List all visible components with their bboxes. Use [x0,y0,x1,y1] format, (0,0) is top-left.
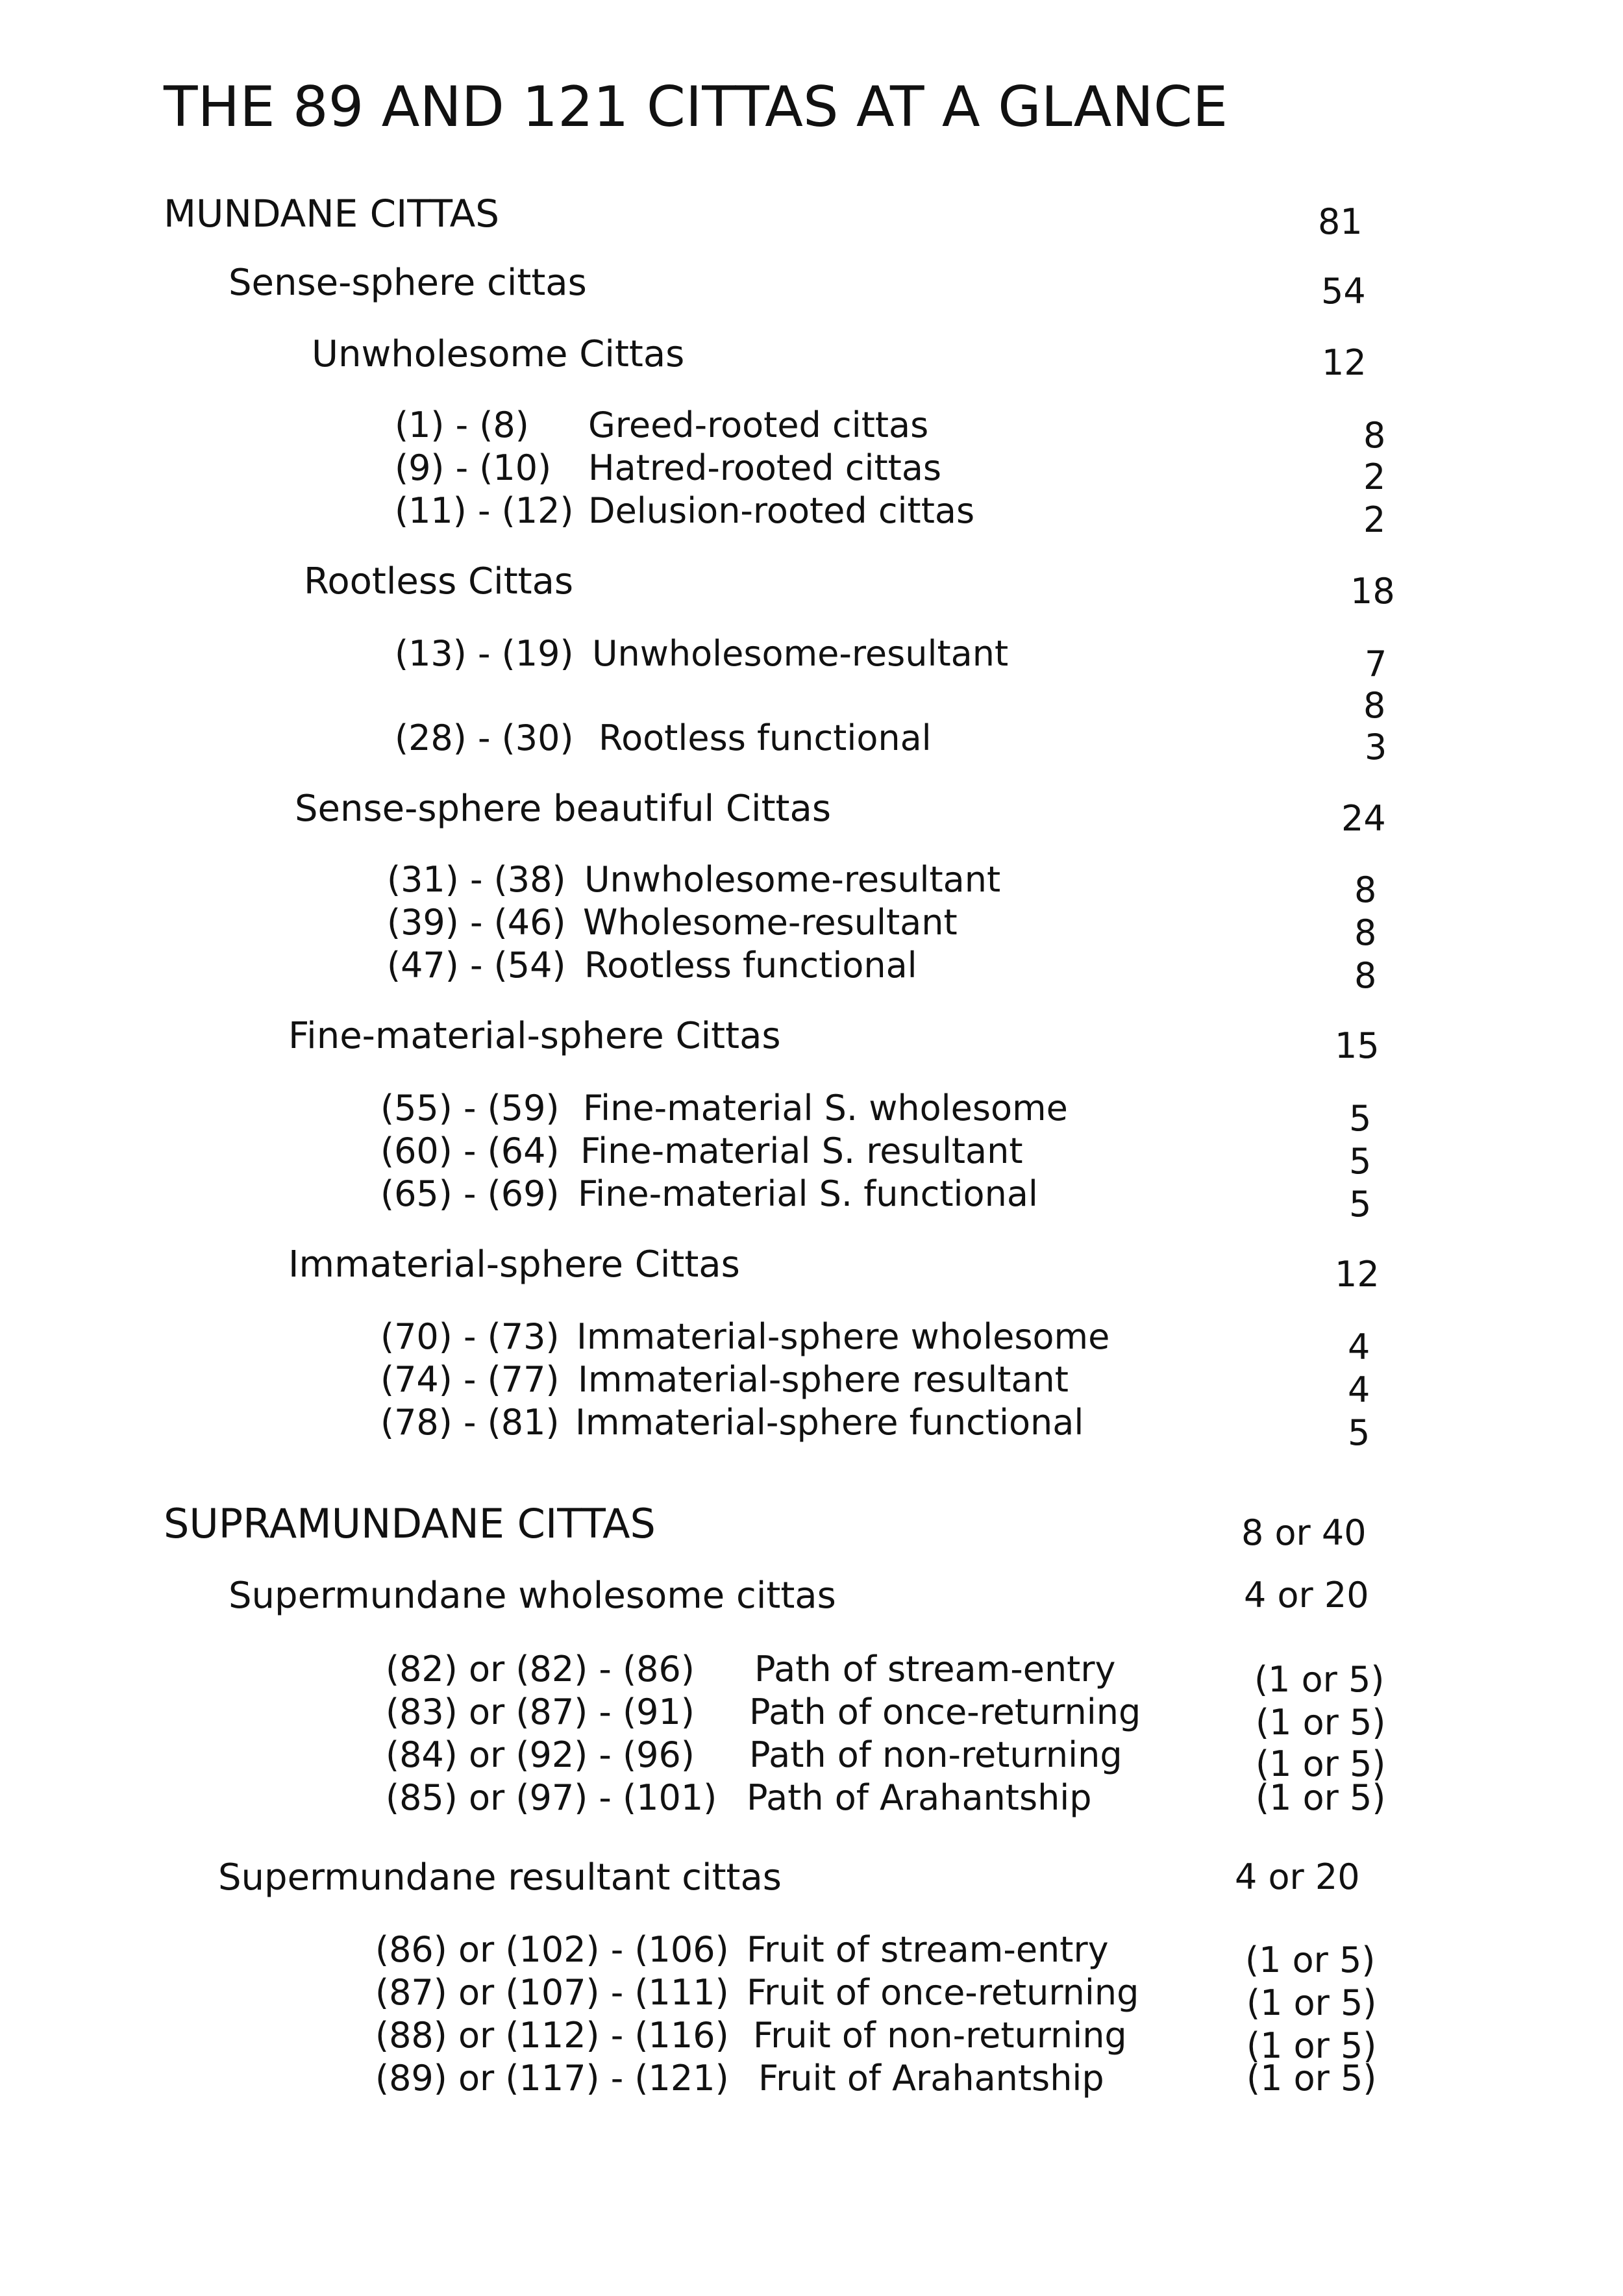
supramundane-heading: SUPRAMUNDANE CITTAS [164,1500,656,1547]
item-count: 5 [1349,1098,1372,1139]
item-name: Fruit of non-returning [753,2015,1127,2056]
item-name: Fine-material S. functional [578,1173,1038,1214]
item-count: (1 or 5) [1254,1659,1385,1700]
item-count: 3 [1365,727,1387,767]
item-range: (74) - (77) [380,1359,560,1400]
item-range: (55) - (59) [380,1088,560,1129]
item-count: 8 [1363,685,1386,726]
beautiful-count: 24 [1341,798,1386,839]
item-count: (1 or 5) [1256,1702,1386,1743]
item-name: Delusion-rooted cittas [588,490,975,531]
item-range: (47) - (54) [387,945,566,986]
item-range: (89) or (117) - (121) [375,2058,729,2099]
item-count: 5 [1349,1184,1372,1225]
item-count: 8 [1363,415,1386,456]
item-name: Fruit of stream-entry [747,1929,1109,1970]
mundane-heading: MUNDANE CITTAS [164,192,500,236]
item-name: Unwholesome-resultant [584,859,1001,900]
supermundane-resultant-heading: Supermundane resultant cittas [218,1856,782,1899]
unwholesome-heading: Unwholesome Cittas [312,333,685,375]
item-range: (1) - (8) [395,405,529,445]
item-name: Path of non-returning [749,1734,1122,1775]
item-range: (82) or (82) - (86) [386,1649,695,1690]
item-range: (88) or (112) - (116) [375,2015,729,2056]
item-count: (1 or 5) [1245,1940,1376,1980]
supermundane-wholesome-count: 4 or 20 [1244,1575,1369,1616]
item-name: Fruit of Arahantship [758,2058,1104,2099]
item-count: (1 or 5) [1246,2058,1377,2099]
fine-material-count: 15 [1335,1025,1380,1066]
sense-sphere-count: 54 [1321,271,1366,312]
item-range: (84) or (92) - (96) [386,1734,695,1775]
rootless-count: 18 [1350,571,1395,612]
item-count: 2 [1363,456,1386,497]
item-range: (11) - (12) [395,490,574,531]
item-range: (9) - (10) [395,447,552,488]
item-range: (65) - (69) [380,1173,560,1214]
item-name: Wholesome-resultant [583,902,958,943]
supermundane-wholesome-heading: Supermundane wholesome cittas [229,1575,836,1617]
mundane-count: 81 [1318,201,1363,242]
rootless-heading: Rootless Cittas [304,560,574,603]
item-name: Immaterial-sphere functional [575,1402,1084,1443]
item-name: Path of once-returning [749,1691,1141,1732]
item-name: Rootless functional [599,718,932,758]
fine-material-heading: Fine-material-sphere Cittas [288,1015,781,1057]
item-name: Path of stream-entry [754,1649,1116,1690]
item-count: (1 or 5) [1256,1777,1386,1818]
item-range: (83) or (87) - (91) [386,1691,695,1732]
item-range: (86) or (102) - (106) [375,1929,729,1970]
item-count: (1 or 5) [1246,2025,1377,2066]
item-range: (28) - (30) [395,718,574,758]
item-range: (70) - (73) [380,1316,560,1357]
item-count: 7 [1365,643,1387,684]
item-name: Rootless functional [584,945,917,986]
item-name: Fine-material S. resultant [580,1130,1023,1171]
item-name: Hatred-rooted cittas [588,447,942,488]
item-name: Greed-rooted cittas [588,405,929,445]
item-count: 8 [1354,955,1377,996]
immaterial-count: 12 [1335,1254,1380,1295]
beautiful-heading: Sense-sphere beautiful Cittas [295,788,831,830]
item-range: (78) - (81) [380,1402,560,1443]
immaterial-heading: Immaterial-sphere Cittas [288,1243,740,1286]
item-count: 8 [1354,912,1377,953]
item-count: 4 [1348,1369,1370,1410]
page-title: THE 89 AND 121 CITTAS AT A GLANCE [164,75,1228,140]
supermundane-resultant-count: 4 or 20 [1235,1856,1360,1897]
item-name: Fruit of once-returning [747,1972,1139,2013]
supramundane-count: 8 or 40 [1241,1512,1367,1553]
item-range: (31) - (38) [387,859,566,900]
item-name: Immaterial-sphere resultant [578,1359,1069,1400]
item-range: (39) - (46) [387,902,566,943]
item-range: (85) or (97) - (101) [386,1777,717,1818]
item-name: Unwholesome-resultant [592,633,1009,674]
item-count: (1 or 5) [1256,1743,1386,1784]
item-range: (87) or (107) - (111) [375,1972,729,2013]
unwholesome-count: 12 [1322,342,1367,383]
item-range: (13) - (19) [395,633,574,674]
item-name: Immaterial-sphere wholesome [576,1316,1110,1357]
sense-sphere-heading: Sense-sphere cittas [229,262,587,304]
item-count: 4 [1348,1327,1370,1367]
item-name: Path of Arahantship [747,1777,1092,1818]
item-count: (1 or 5) [1246,1982,1377,2023]
item-range: (60) - (64) [380,1130,560,1171]
item-count: 8 [1354,869,1377,910]
item-name: Fine-material S. wholesome [583,1088,1068,1129]
item-count: 5 [1349,1141,1372,1182]
item-count: 5 [1348,1412,1370,1453]
item-count: 2 [1363,499,1386,540]
